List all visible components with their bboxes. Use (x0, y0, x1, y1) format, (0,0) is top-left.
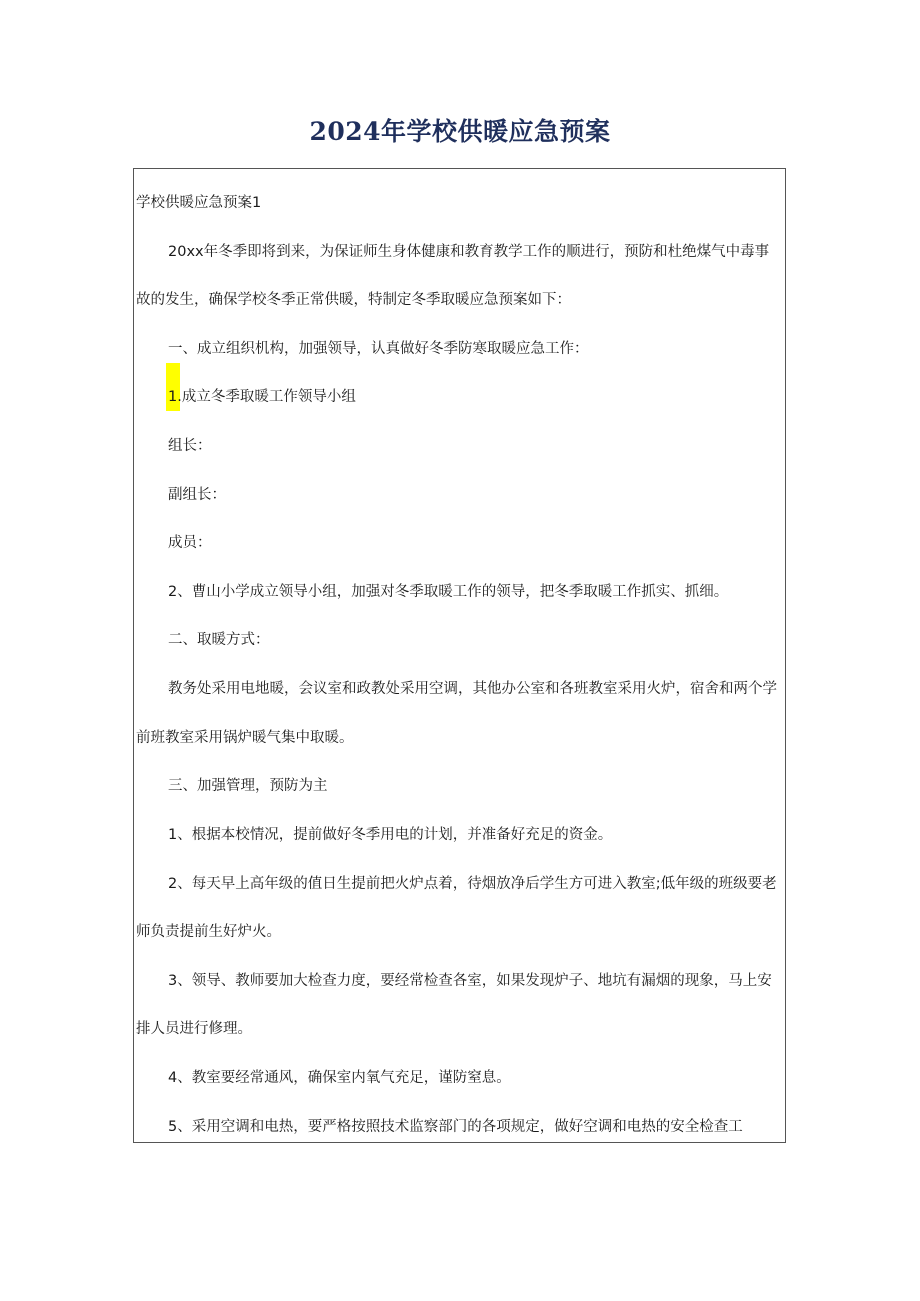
paragraph-line: 20xx年冬季即将到来，为保证师生身体健康和教育教学工作的顺进行，预防和杜绝煤气中毒事 (168, 244, 770, 260)
paragraph-line: 师负责提前生好炉火。 (136, 924, 281, 940)
paragraph-line: 排人员进行修理。 (136, 1021, 252, 1037)
paragraph-line: 1.成立冬季取暖工作领导小组 (168, 389, 356, 405)
paragraph-line: 5、采用空调和电热，要严格按照技术监察部门的各项规定，做好空调和电热的安全检查工 (168, 1119, 743, 1135)
paragraph-line: 副组长： (168, 487, 226, 503)
paragraph-line: 组长： (168, 438, 212, 454)
paragraph-line: 故的发生，确保学校冬季正常供暖，特制定冬季取暖应急预案如下： (136, 292, 571, 308)
paragraph-line: 2、每天早上高年级的值日生提前把火炉点着，待烟放净后学生方可进入教室;低年级的班级要老 (168, 876, 777, 892)
paragraph-line: 成员： (168, 535, 212, 551)
paragraph-line: 一、成立组织机构，加强领导，认真做好冬季防寒取暖应急工作： (168, 341, 589, 357)
paragraph-line: 2、曹山小学成立领导小组，加强对冬季取暖工作的领导，把冬季取暖工作抓实、抓细。 (168, 584, 729, 600)
document-title: 2024年学校供暖应急预案 (309, 117, 611, 146)
paragraph-line: 三、加强管理，预防为主 (168, 778, 328, 794)
document-body-frame (133, 168, 786, 1143)
section-heading: 学校供暖应急预案1 (136, 195, 262, 211)
paragraph-line: 4、教室要经常通风，确保室内氧气充足，谨防窒息。 (168, 1070, 511, 1086)
paragraph-line: 二、取暖方式： (168, 632, 270, 648)
paragraph-line: 前班教室采用锅炉暖气集中取暖。 (136, 730, 354, 746)
paragraph-line: 教务处采用电地暖，会议室和政教处采用空调，其他办公室和各班教室采用火炉，宿舍和两个学 (168, 681, 777, 697)
paragraph-line: 1、根据本校情况，提前做好冬季用电的计划，并准备好充足的资金。 (168, 827, 613, 843)
paragraph-line: 3、领导、教师要加大检查力度，要经常检查各室，如果发现炉子、地坑有漏烟的现象，马上安 (168, 973, 772, 989)
